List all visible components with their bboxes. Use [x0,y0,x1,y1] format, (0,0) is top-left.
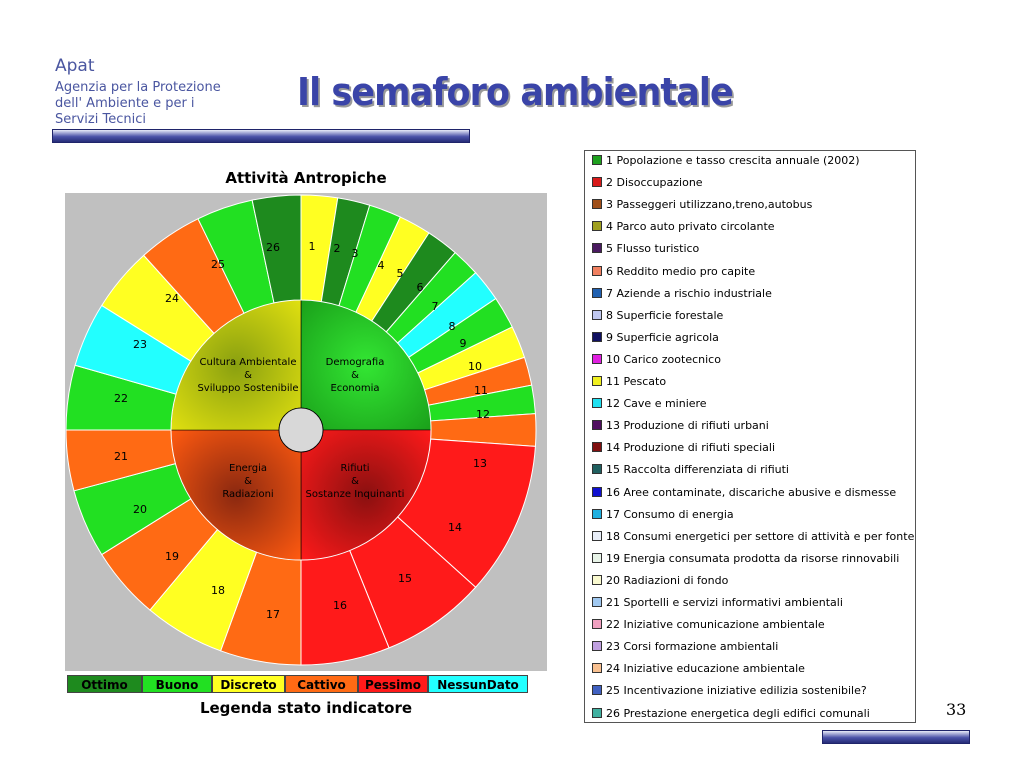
sector-label-26: 26 [266,241,280,254]
sector-label-6: 6 [416,281,424,294]
category-label-0-2: Economia [330,383,380,394]
indicator-label: 10 Carico zootecnico [606,352,721,366]
sector-label-21: 21 [114,450,128,463]
indicator-swatch [592,155,602,165]
sector-label-23: 23 [133,338,147,351]
slide-title: Il semaforo ambientale [297,70,733,114]
indicator-label: 15 Raccolta differenziata di rifiuti [606,463,789,477]
category-label-0-1: & [351,370,359,381]
indicator-swatch [592,464,602,474]
indicator-label: 1 Popolazione e tasso crescita annuale (2002) [606,154,860,167]
indicator-legend-panel [584,150,916,723]
indicator-item-25 [592,682,867,700]
org-line-3: Servizi Tecnici [55,112,146,127]
title-divider-bar [52,129,470,143]
indicator-swatch [592,332,602,342]
indicator-label: 25 Incentivazione iniziative edilizia sostenibile? [606,684,867,698]
indicator-item-18 [592,528,914,546]
indicator-item-2 [592,174,703,192]
sector-label-4: 4 [377,259,385,272]
category-label-3-1: & [244,370,252,381]
category-label-3-2: Sviluppo Sostenibile [197,383,299,394]
indicator-swatch [592,398,602,408]
indicator-swatch [592,376,602,386]
indicator-swatch [592,553,602,563]
indicator-label: 12 Cave e miniere [606,397,707,411]
sector-label-3: 3 [351,247,359,260]
sector-label-10: 10 [468,360,482,373]
legend-title: Legenda stato indicatore [199,699,413,717]
sector-label-2: 2 [333,242,341,255]
sector-label-1: 1 [308,240,316,253]
indicator-item-14 [592,439,775,457]
org-line-2: dell' Ambiente e per i [55,96,195,111]
indicator-item-13 [592,417,769,435]
indicator-swatch [592,420,602,430]
indicator-item-3 [592,196,812,214]
indicator-label: 2 Disoccupazione [606,176,703,190]
indicator-item-24 [592,660,805,678]
legend-buono: Buono [142,675,212,693]
sector-label-17: 17 [266,608,280,621]
indicator-label: 23 Corsi formazione ambientali [606,640,779,654]
indicator-swatch [592,487,602,497]
indicator-swatch [592,288,602,298]
indicator-item-12 [592,395,707,413]
indicator-label: 9 Superficie agricola [606,330,719,344]
category-label-2-2: Radiazioni [222,489,274,500]
legend-ottimo: Ottimo [67,675,142,693]
sector-label-11: 11 [474,384,488,397]
indicator-label: 16 Aree contaminate, discariche abusive e dismesse [606,485,897,499]
indicator-label: 14 Produzione di rifiuti speciali [606,441,776,455]
footer-bar [822,730,970,744]
category-label-2-1: & [244,476,252,487]
sector-label-5: 5 [396,267,404,280]
indicator-swatch [592,177,602,187]
indicator-item-5 [592,240,699,258]
indicator-swatch [592,243,602,253]
indicator-swatch [592,199,602,209]
category-label-1-2: Sostanze Inquinanti [305,489,405,500]
indicator-label: 3 Passeggeri utilizzano,treno,autobus [606,198,813,212]
indicator-label: 26 Prestazione energetica degli edifici comunali [606,706,870,720]
indicator-item-8 [592,307,723,325]
indicator-item-20 [592,572,728,590]
legend-pessimo: Pessimo [358,675,428,693]
sector-label-25: 25 [211,258,225,271]
indicator-swatch [592,354,602,364]
indicator-label: 13 Produzione di rifiuti urbani [606,419,769,433]
indicator-swatch [592,310,602,320]
indicator-item-26 [592,705,870,723]
indicator-label: 8 Superficie forestale [606,308,724,322]
indicator-label: 7 Aziende a rischio industriale [606,286,772,300]
org-line-1: Agenzia per la Protezione [55,80,221,95]
indicator-label: 17 Consumo di energia [606,507,734,521]
indicator-label: 22 Iniziative comunicazione ambientale [606,618,825,632]
category-label-1-1: & [351,476,359,487]
sector-label-9: 9 [459,337,467,350]
sector-label-12: 12 [476,408,490,421]
sector-label-22: 22 [114,392,128,405]
indicator-swatch [592,266,602,276]
indicator-item-15 [592,461,789,479]
sector-label-13: 13 [473,457,487,470]
indicator-swatch [592,663,602,673]
indicator-item-4 [592,218,775,236]
indicator-item-9 [592,329,719,347]
indicator-swatch [592,597,602,607]
chart-title: Attività Antropiche [225,169,387,187]
org-name: Apat [55,56,95,76]
legend-nessundato: NessunDato [428,675,528,693]
indicator-item-7 [592,285,772,303]
indicator-swatch [592,509,602,519]
category-label-1-0: Rifiuti [340,463,370,474]
chart-hub [279,408,323,452]
indicator-swatch [592,708,602,718]
indicator-item-1 [592,152,860,170]
indicator-swatch [592,531,602,541]
sector-label-19: 19 [165,550,179,563]
indicator-label: 24 Iniziative educazione ambientale [606,662,805,676]
indicator-swatch [592,442,602,452]
indicator-label: 4 Parco auto privato circolante [606,220,775,234]
indicator-item-21 [592,594,843,612]
indicator-item-17 [592,506,734,524]
indicator-label: 18 Consumi energetici per settore di attività e per fonte [606,529,915,543]
sunburst-chart [65,165,547,723]
indicator-item-6 [592,263,755,281]
sector-label-24: 24 [165,292,179,305]
sector-label-16: 16 [333,599,347,612]
category-label-3-0: Cultura Ambientale [199,357,297,368]
category-label-0-0: Demografia [325,357,385,368]
indicator-label: 20 Radiazioni di fondo [606,573,729,587]
sector-label-20: 20 [133,503,147,516]
indicator-label: 5 Flusso turistico [606,242,700,256]
indicator-label: 21 Sportelli e servizi informativi ambientali [606,596,843,609]
page-number: 33 [946,700,967,719]
sector-label-14: 14 [448,521,462,534]
indicator-item-16 [592,484,896,502]
indicator-item-23 [592,638,778,656]
indicator-item-22 [592,616,825,634]
category-label-2-0: Energia [229,463,267,474]
legend-cattivo: Cattivo [285,675,358,693]
indicator-item-11 [592,373,666,391]
indicator-label: 6 Reddito medio pro capite [606,264,756,278]
indicator-swatch [592,641,602,651]
indicator-item-10 [592,351,721,369]
sector-label-15: 15 [398,572,412,585]
chart-area [65,165,547,723]
indicator-label: 19 Energia consumata prodotta da risorse rinnovabili [606,551,900,565]
sector-label-8: 8 [448,320,456,333]
sector-label-18: 18 [211,584,225,597]
indicator-swatch [592,575,602,585]
sector-label-7: 7 [431,300,439,313]
indicator-item-19 [592,550,899,568]
legend-discreto: Discreto [212,675,285,693]
indicator-swatch [592,221,602,231]
indicator-label: 11 Pescato [606,375,667,388]
indicator-swatch [592,619,602,629]
indicator-swatch [592,685,602,695]
